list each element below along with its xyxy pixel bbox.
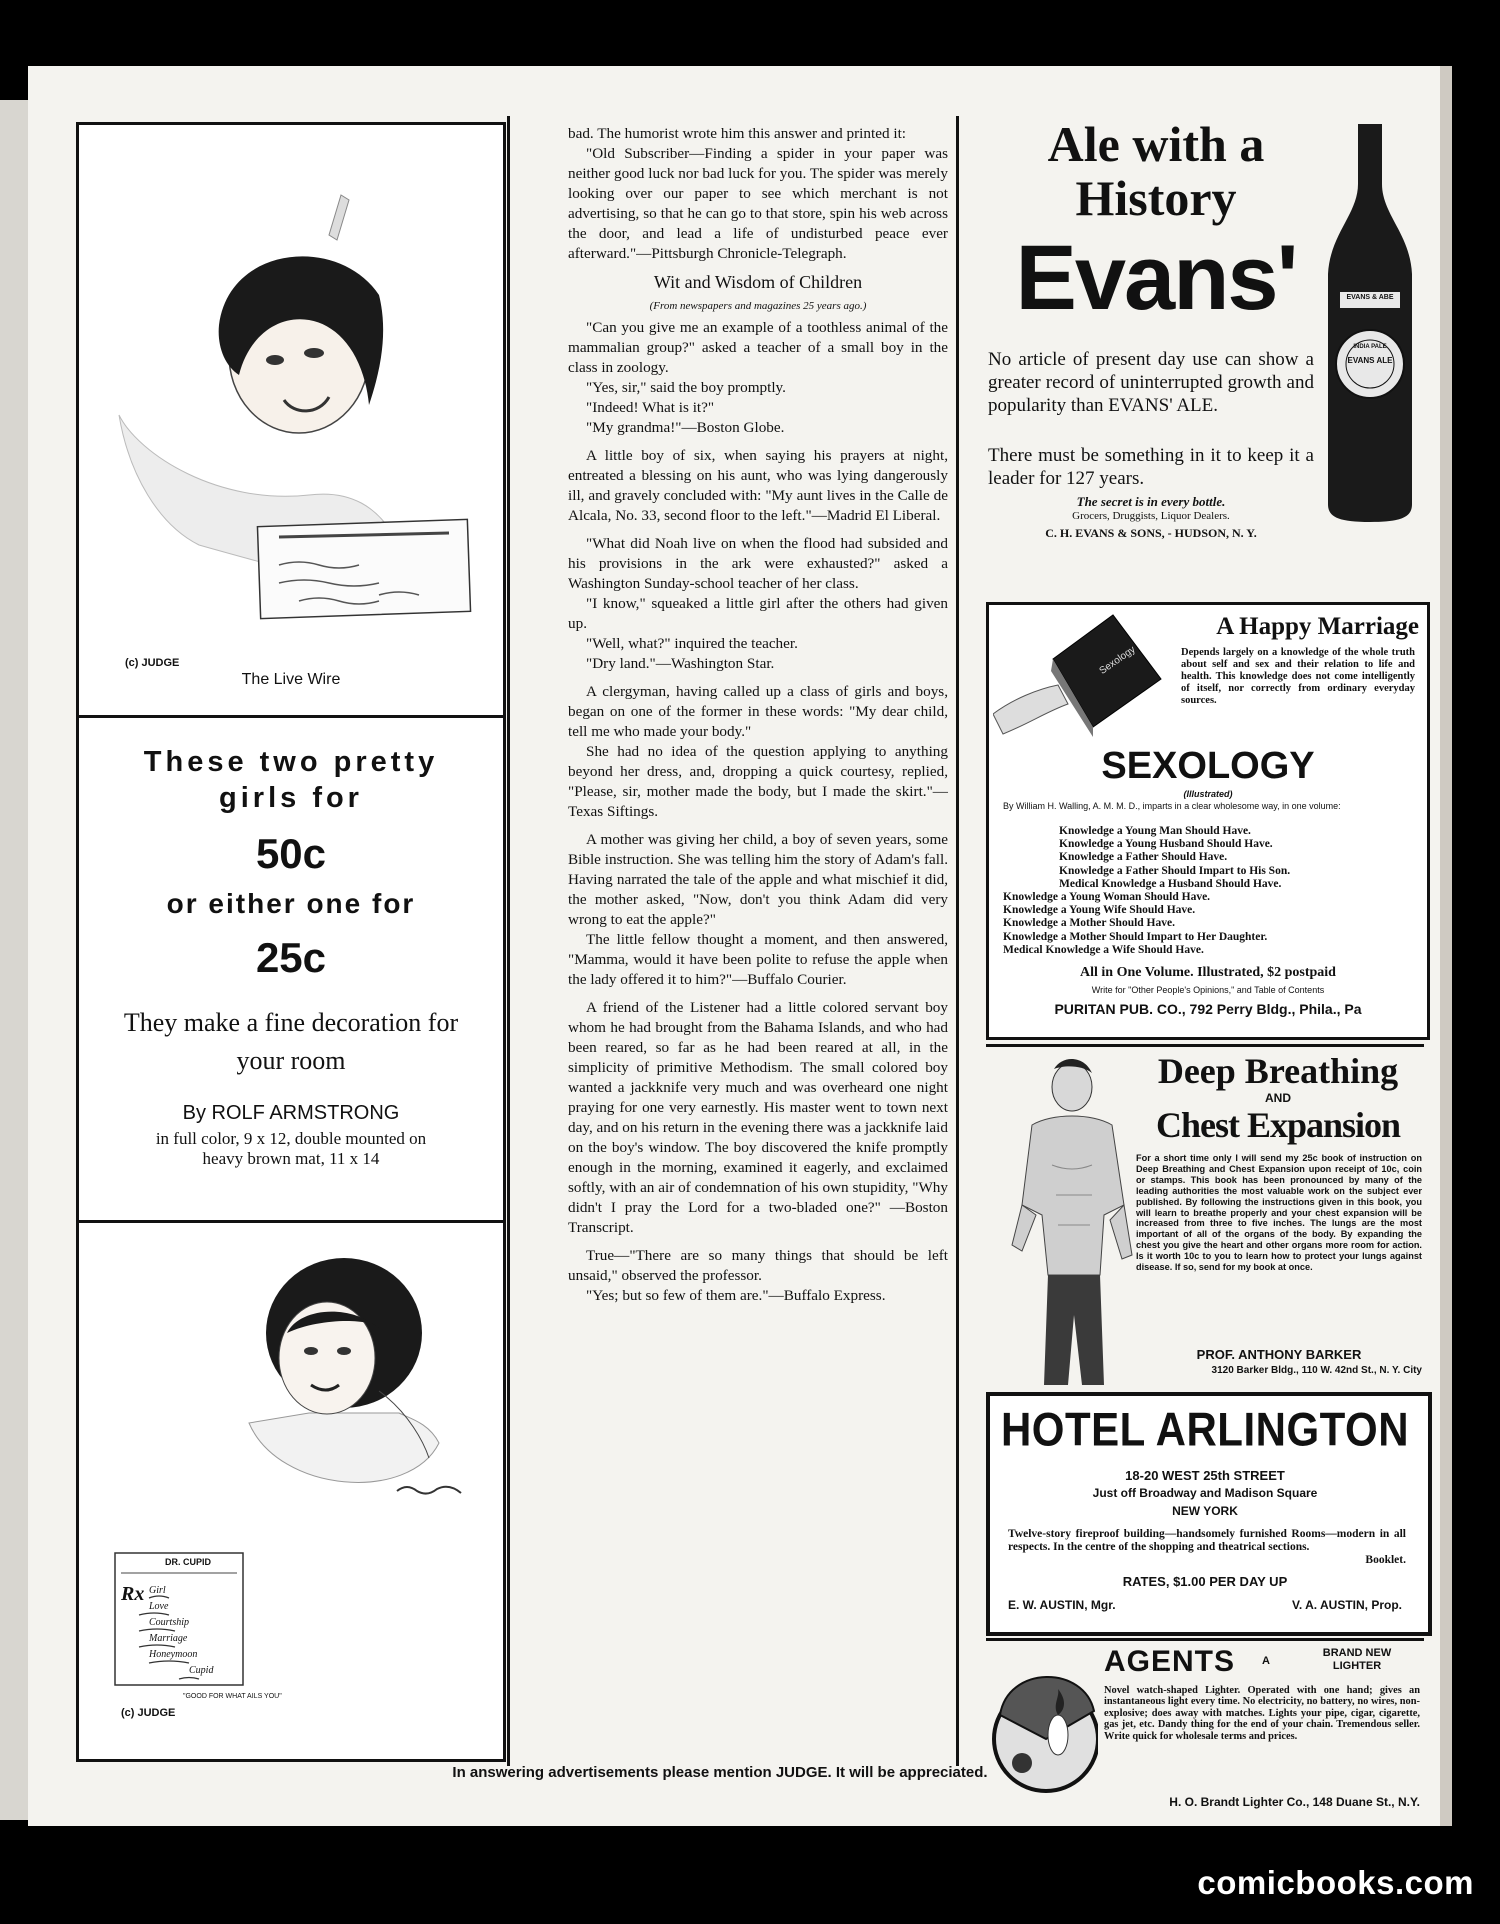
breathing-title-2: Chest Expansion — [1155, 1105, 1401, 1145]
lighter-image — [988, 1655, 1098, 1805]
evans-body-2: There must be something in it to keep it a leader for 127 years. — [988, 445, 1314, 489]
hotel-proprietor: V. A. AUSTIN, Prop. — [1291, 1598, 1402, 1612]
evans-brand: Evans' — [1015, 227, 1297, 329]
hotel-arlington-ad — [986, 1392, 1432, 1636]
bottle-neck-label: EVANS & ABE — [1346, 294, 1394, 301]
sexology-list-item: Medical Knowledge a Husband Should Have. — [1059, 877, 1282, 890]
judge-credit: (c) JUDGE — [121, 1707, 176, 1719]
offer-byline: By ROLF ARMSTRONG — [182, 1102, 400, 1124]
article-heading: Wit and Wisdom of Children — [653, 272, 863, 292]
article-paragraph: "My grandma!"—Boston Globe. — [586, 419, 785, 436]
sexology-publisher: PURITAN PUB. CO., 792 Perry Bldg., Phila., Pa — [1054, 1001, 1362, 1017]
article-column — [568, 124, 948, 1306]
live-wire-illustration — [79, 125, 503, 715]
offer-panel — [79, 718, 503, 1223]
sexology-list-item: Knowledge a Young Husband Should Have. — [1059, 838, 1273, 851]
page-footer: In answering advertisements please mention JUDGE. It will be appreciated. — [452, 1764, 988, 1781]
cupid-slogan: "GOOD FOR WHAT AILS YOU" — [183, 1693, 282, 1700]
agents-sub-a: A — [1262, 1655, 1270, 1667]
offer-spec: in full color, 9 x 12, double mounted on heavy brown mat, 11 x 14 — [155, 1129, 427, 1168]
breathing-title-1: Deep Breathing — [1157, 1051, 1399, 1091]
page-right-edge — [1440, 66, 1452, 1826]
book-in-hand-image — [993, 609, 1163, 739]
article-paragraph: "Indeed! What is it?" — [586, 399, 715, 416]
sexology-list-item: Knowledge a Mother Should Impart to Her Daughter. — [1003, 930, 1268, 943]
hotel-body: Twelve-story fireproof building—handsomely furnished Rooms—modern in all respects. In the centre of the shopping and theatrical sections. — [1008, 1528, 1406, 1553]
binding-edge — [0, 100, 28, 1820]
evans-dealers: Grocers, Druggists, Liquor Dealers. — [1072, 510, 1230, 522]
sexology-ad — [986, 602, 1430, 1040]
breathing-body: For a short time only I will send my 25c book of instruction on Deep Breathing and Chest Expansion upon receipt of 10c, coin or stamps. This book has been pronounced by many of the leading authorities the most valuable work on the subject ever published. By following the instructions given in this book, you will learn to breathe properly and your chest expansion will be increased from three to five inches. The lungs are the most important of all of the organs of the body. By expanding the chest you give the heart and other organs more room for action. Is it worth 10c to you to learn how to protect your lungs against disease. If so, send for my book at once. — [1136, 1153, 1422, 1273]
article-source-note: (From newspapers and magazines 25 years ago.) — [649, 300, 867, 312]
agents-title: AGENTS — [1104, 1645, 1236, 1678]
article-paragraph: "Well, what?" inquired the teacher. — [586, 635, 798, 652]
rx-line: Love — [149, 1601, 169, 1612]
column-rule — [956, 116, 959, 1766]
prescription-header: DR. CUPID — [165, 1557, 212, 1567]
hotel-near: Just off Broadway and Madison Square — [1092, 1486, 1318, 1500]
column-rule — [507, 116, 510, 1766]
hotel-manager: E. W. AUSTIN, Mgr. — [1008, 1598, 1116, 1612]
evans-headline-2: History — [1075, 170, 1237, 226]
sexology-list-item: Knowledge a Father Should Impart to His Son. — [1059, 864, 1291, 877]
sexology-intro: Depends largely on a knowledge of the whole truth about self and sex and their relation to life and health. This knowledge does not come intelligently of itself, nor correctly from ordinary everyday sources. — [1181, 647, 1415, 706]
sexology-name: SEXOLOGY — [1101, 745, 1315, 787]
evans-firm: C. H. EVANS & SONS, - HUDSON, N. Y. — [1045, 526, 1257, 540]
sexology-list-item: Knowledge a Young Man Should Have. — [1059, 825, 1251, 837]
rx-line: Girl — [149, 1585, 166, 1596]
strongman-image — [992, 1055, 1142, 1385]
cupid-illustration — [79, 1223, 503, 1759]
article-paragraph: A mother was giving her child, a boy of seven years, some Bible instruction. She was telling him the story of Adam's fall. Having narrated the tale of the apple and what mischief it did, the mother asked, "Now, don't you think Adam did very wrong to eat the apple?" — [568, 831, 948, 928]
agents-sub: BRAND NEW LIGHTER — [1322, 1647, 1392, 1672]
sexology-list-item: Knowledge a Young Wife Should Have. — [1003, 904, 1196, 917]
article-paragraph: "Yes, sir," said the boy promptly. — [586, 379, 786, 396]
article-paragraph: "Can you give me an example of a toothless animal of the mammalian group?" asked a teacher of a small boy in the class in zoology. — [568, 319, 948, 376]
deep-breathing-ad — [986, 1044, 1424, 1387]
sexology-list-item: Knowledge a Mother Should Have. — [1003, 917, 1175, 930]
article-paragraph: "Dry land."—Washington Star. — [586, 655, 775, 672]
rx-symbol: Rx — [121, 1583, 145, 1605]
hotel-name: HOTEL ARLINGTON — [1000, 1403, 1410, 1456]
article-paragraph: The little fellow thought a moment, and then answered, "Mamma, would it have been polite to refuse the apple when the lady offered it to him?"—Buffalo Courier. — [568, 931, 948, 988]
article-paragraph: A little boy of six, when saying his prayers at night, entreated a blessing on his aunt, who was lying dangerously ill, and gravely concluded with: "My aunt lives in the Calle de Alcala, No. 33, second floor to the left."—Madrid El Liberal. — [568, 447, 948, 524]
article-paragraph: A clergyman, having called up a class of girls and boys, began on one of the former in these words: "My dear child, tell me who made your body." — [568, 683, 948, 740]
bottle-label-top: INDIA PALE — [1353, 344, 1387, 350]
offer-decoration-text: They make a fine decoration for your room — [123, 1008, 459, 1075]
hotel-rates: RATES, $1.00 PER DAY UP — [1122, 1574, 1288, 1589]
sexology-volume: All in One Volume. Illustrated, $2 postpaid — [1080, 965, 1336, 980]
breathing-address: 3120 Barker Bldg., 110 W. 42nd St., N. Y. City — [1211, 1365, 1422, 1376]
judge-credit: (c) JUDGE — [125, 657, 180, 669]
sexology-author: By William H. Walling, A. M. M. D., imparts in a clear wholesome way, in one volume: — [1003, 801, 1341, 811]
sexology-illustrated: (Illustrated) — [1183, 789, 1233, 799]
evans-ale-ad — [986, 118, 1424, 590]
offer-price-pair: 50c — [255, 830, 327, 877]
bottle-label: EVANS ALE — [1347, 356, 1393, 365]
magazine-page — [28, 66, 1440, 1826]
book-label: Sexology — [1097, 644, 1138, 677]
offer-either: or either one for — [166, 888, 416, 919]
sexology-list-item: Knowledge a Father Should Have. — [1059, 851, 1228, 864]
sexology-write: Write for "Other People's Opinions," and Table of Contents — [1091, 985, 1325, 995]
live-wire-caption: The Live Wire — [241, 671, 341, 688]
breathing-and: AND — [1265, 1091, 1291, 1105]
rx-line: Marriage — [149, 1633, 188, 1644]
evans-body-1: No article of present day use can show a greater record of uninterrupted growth and popularity than EVANS' ALE. — [988, 349, 1314, 416]
hotel-city: NEW YORK — [1172, 1504, 1238, 1518]
sexology-title: A Happy Marriage — [1216, 613, 1419, 640]
rx-list — [149, 1583, 213, 1679]
breathing-name: PROF. ANTHONY BARKER — [1196, 1347, 1362, 1362]
sexology-list-item: Knowledge a Young Woman Should Have. — [1003, 891, 1211, 904]
agents-body: Novel watch-shaped Lighter. Operated with one hand; gives an instantaneous light every time. No electricity, no battery, no wires, non-explosive; does away with matches. Lights your pipe, cigar, cigarette, gas jet, etc. Dandy thing for the end of your chain. Tremendous seller. Write quick for wholesale terms and prices. — [1104, 1685, 1420, 1742]
hotel-street: 18-20 WEST 25th STREET — [1125, 1468, 1285, 1483]
offer-headline: These two pretty girls for — [143, 746, 439, 814]
rx-line: Honeymoon — [149, 1649, 198, 1660]
cupid-panel — [79, 1223, 503, 1759]
article-paragraph: bad. The humorist wrote him this answer and printed it: — [568, 125, 907, 142]
site-watermark: comicbooks.com — [1197, 1864, 1474, 1901]
ale-bottle-image — [1320, 124, 1420, 524]
live-wire-panel — [79, 125, 503, 718]
agents-lighter-ad — [986, 1638, 1424, 1819]
article-paragraph: "What did Noah live on when the flood had subsided and his provisions in the ark were exhausted?" asked a Washington Sunday-school teacher of her class. — [568, 535, 948, 592]
article-paragraph: "Old Subscriber—Finding a spider in your paper was neither good luck nor bad luck for you. The spider was merely looking over our paper to see which merchant is not advertising, so that he can go to that store, spin his web across the door, and lead a life of undisturbed peace ever afterward."—Pittsburgh Chronicle-Telegraph. — [568, 145, 948, 262]
offer-price-single: 25c — [255, 934, 327, 981]
evans-headline-1: Ale with a — [1047, 116, 1265, 172]
article-paragraph: "Yes; but so few of them are."—Buffalo Express. — [586, 1287, 886, 1304]
article-paragraph: She had no idea of the question applying to anything beyond her dress, and, dropping a quick courtesy, replied, "Please, sir, mother made the body, but I made the skirt."—Texas Siftings. — [568, 743, 948, 820]
hotel-booklet: Booklet. — [1365, 1554, 1406, 1566]
rx-line: Cupid — [189, 1665, 214, 1676]
evans-secret: The secret is in every bottle. — [1076, 494, 1226, 509]
article-paragraph: A friend of the Listener had a little colored servant boy whom he had brought from the Bahama Islands, and who had been reared, so far as he had been reared at all, in the simplicity of primitive Methodism. The small colored boy wanted a jackknife very much and was overheard one night praying for one very earnestly. His master went to town next day, and on his return in the evening there was a jackknife laid on the boy's window. The boy discovered the knife promptly enough in the morning, examined it eagerly, and exclaimed softly, with an air of condemnation of his own stupidity, "Why didn't I pray the Lord for a two-bladed one?" —Boston Transcript. — [568, 999, 948, 1236]
print-offer-column — [76, 122, 506, 1762]
rx-line: Courtship — [149, 1617, 190, 1628]
article-paragraph: "I know," squeaked a little girl after the others had given up. — [568, 595, 948, 632]
agents-firm: H. O. Brandt Lighter Co., 148 Duane St., N.Y. — [1169, 1795, 1420, 1809]
sexology-list-item: Medical Knowledge a Wife Should Have. — [1003, 943, 1204, 956]
article-paragraph: True—"There are so many things that should be left unsaid," observed the professor. — [568, 1247, 948, 1284]
sexology-list — [1003, 825, 1423, 957]
